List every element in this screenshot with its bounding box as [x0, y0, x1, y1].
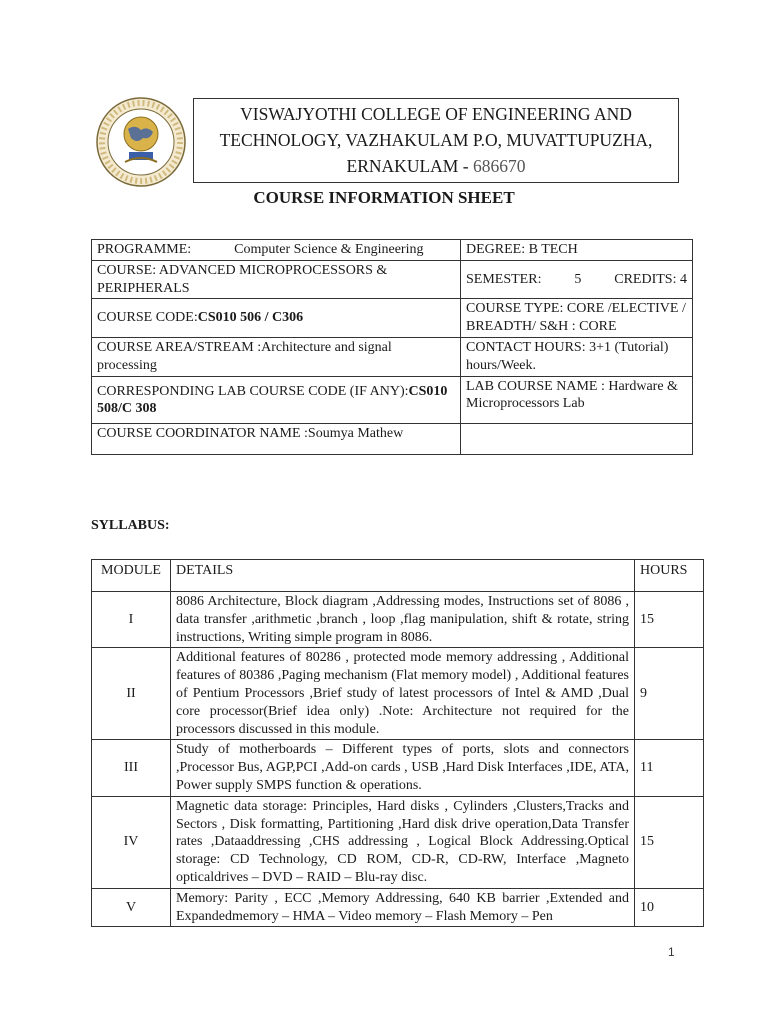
module-details: 8086 Architecture, Block diagram ,Addressing modes, Instructions set of 8086 , data transfer ,arithmetic ,branch , loop ,flag manipulation, shift & rotate, string instructions, Writing simple program in 8086. — [171, 592, 635, 648]
module-number: V — [92, 888, 171, 927]
lab-code-label: CORRESPONDING LAB COURSE CODE (IF ANY): — [97, 383, 409, 399]
programme-value: Computer Science & Engineering — [234, 242, 424, 257]
course-name-line-2: PERIPHERALS — [97, 280, 190, 296]
info-row-lab — [92, 376, 693, 423]
module-hours: 9 — [635, 648, 704, 740]
info-row-programme — [92, 240, 693, 261]
course-info-table — [91, 239, 693, 455]
empty-cell — [461, 423, 693, 454]
page-number: 1 — [668, 945, 675, 959]
course-cell — [92, 260, 461, 299]
course-code-cell — [92, 299, 461, 338]
course-area-value: Architecture and signal processing — [97, 339, 392, 373]
semester-value: 5 — [574, 271, 582, 287]
table-row — [92, 888, 704, 927]
table-row — [92, 740, 704, 796]
module-number: IV — [92, 796, 171, 888]
syllabus-table — [91, 559, 704, 927]
module-header: MODULE — [92, 560, 171, 592]
table-row — [92, 796, 704, 888]
syllabus-header-row — [92, 560, 704, 592]
module-details: Memory: Parity , ECC ,Memory Addressing, 640 KB barrier ,Extended and Expandedmemory – HMA – Video memory – Flash Memory – Pen — [171, 888, 635, 927]
module-hours: 10 — [635, 888, 704, 927]
info-row-coordinator — [92, 423, 693, 454]
programme-cell — [92, 240, 461, 261]
college-name-line-3 — [194, 153, 678, 179]
lab-code-cell — [92, 376, 461, 423]
module-details: Magnetic data storage: Principles, Hard disks , Cylinders ,Clusters,Tracks and Sectors , Disk formatting, Partitioning ,Hard disk drive operation,Data Transfer rates ,Dataaddressing ,CHS addressing , Logical Block Addressing.Optical storage: CD Technology, CD ROM, CD-R, CD-RW, Interface ,Magneto opticaldrives – DVD – RAID – Blu-ray disc. — [171, 796, 635, 888]
programme-label: PROGRAMME: — [97, 242, 192, 257]
degree-cell: DEGREE: B TECH — [461, 240, 693, 261]
module-details: Additional features of 80286 , protected mode memory addressing , Additional features of 80386 ,Paging mechanism (Flat memory model) , Additional features of Pentium Processors ,Brief study of latest processors of Intel & AMD ,Dual core processor(Brief idea only) .Note: Architecture not required for the processors discussed in this module. — [171, 648, 635, 740]
module-number: I — [92, 592, 171, 648]
course-code-label: COURSE CODE: — [97, 310, 198, 326]
college-pincode: 686670 — [472, 156, 526, 176]
semester-credits-cell — [461, 260, 693, 299]
college-district: ERNAKULAM - — [346, 156, 473, 176]
contact-hours-cell: CONTACT HOURS: 3+1 (Tutorial) hours/Week. — [461, 337, 693, 376]
college-name-line-2: TECHNOLOGY, VAZHAKULAM P.O, MUVATTUPUZHA, — [219, 130, 653, 150]
credits: CREDITS: 4 — [614, 271, 687, 287]
module-hours: 15 — [635, 796, 704, 888]
coordinator-cell: COURSE COORDINATOR NAME :Soumya Mathew — [92, 423, 461, 454]
table-row — [92, 648, 704, 740]
info-row-course-area — [92, 337, 693, 376]
module-hours: 11 — [635, 740, 704, 796]
module-hours: 15 — [635, 592, 704, 648]
page-title: COURSE INFORMATION SHEET — [253, 188, 515, 207]
module-number: II — [92, 648, 171, 740]
module-number: III — [92, 740, 171, 796]
course-code-value: CS010 506 / C306 — [197, 310, 304, 326]
info-row-course-code — [92, 299, 693, 338]
course-type-cell: COURSE TYPE: CORE /ELECTIVE / BREADTH/ S&H : CORE — [461, 299, 693, 338]
college-name-line-1: VISWAJYOTHI COLLEGE OF ENGINEERING AND — [240, 104, 632, 124]
syllabus-heading: SYLLABUS: — [91, 518, 170, 533]
college-name-box — [193, 98, 679, 183]
hours-header: HOURS — [635, 560, 704, 592]
college-seal-logo — [95, 96, 187, 188]
lab-code-value: CS010 508/C 308 — [97, 383, 448, 417]
details-header: DETAILS — [171, 560, 635, 592]
course-area-label: COURSE AREA/STREAM : — [97, 339, 262, 355]
lab-name-cell: LAB COURSE NAME : Hardware & Microprocessors Lab — [461, 376, 693, 423]
course-name-line-1: COURSE: ADVANCED MICROPROCESSORS & — [97, 262, 388, 278]
module-details: Study of motherboards – Different types of ports, slots and connectors ,Processor Bus, AGP,PCI ,Add-on cards , USB ,Hard Disk Interfaces ,IDE, ATA, Power supply SMPS function & operations. — [171, 740, 635, 796]
info-row-course — [92, 260, 693, 299]
course-area-cell — [92, 337, 461, 376]
semester-label: SEMESTER: — [466, 271, 542, 287]
table-row — [92, 592, 704, 648]
